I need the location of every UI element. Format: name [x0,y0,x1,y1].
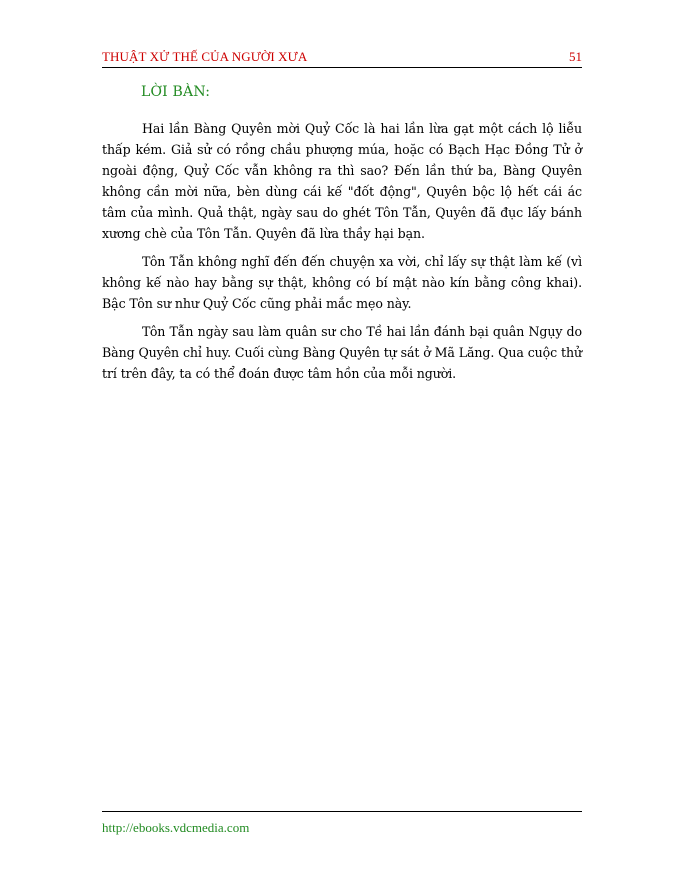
page-number: 51 [569,49,582,64]
paragraph: Tôn Tẫn không nghĩ đến đến chuyện xa vời, chỉ lấy sự thật làm kế (vì không kế nào hay bằng sự thật, không có bí mật nào kín bằng công khai). Bậc Tôn sư như Quỷ Cốc cũng phải mắc mẹo này. [102,254,582,311]
footer-divider [102,811,582,812]
body-text [102,118,582,391]
paragraph: Tôn Tẫn ngày sau làm quân sư cho Tề hai lần đánh bại quân Ngụy do Bàng Quyên chỉ huy. Cuối cùng Bàng Quyên tự sát ở Mã Lăng. Qua cuộc thử trí trên đây, ta có thể đoán được tâm hồn của mỗi người. [102,324,582,381]
paragraph: Hai lần Bàng Quyên mời Quỷ Cốc là hai lần lừa gạt một cách lộ liễu thấp kém. Giả sử có rồng chầu phượng múa, hoặc có Bạch Hạc Đồng Tử ở ngoài động, Quỷ Cốc vẫn không ra thì sao? Đến lần thứ ba, Bàng Quyên không cần mời nữa, bèn dùng cái kế "đốt động", Quyên bộc lộ hết cái ác tâm của mình. Quả thật, ngày sau do ghét Tôn Tẫn, Quyên đã đục lấy bánh xương chè của Tôn Tẫn. Quyên đã lừa thầy hại bạn. [102,121,582,241]
footer-link[interactable]: http://ebooks.vdcmedia.com [102,820,250,835]
book-title: THUẬT XỬ THẾ CỦA NGƯỜI XƯA [102,49,308,64]
section-heading: LỜI BÀN: [141,84,211,100]
page-header [102,49,582,68]
